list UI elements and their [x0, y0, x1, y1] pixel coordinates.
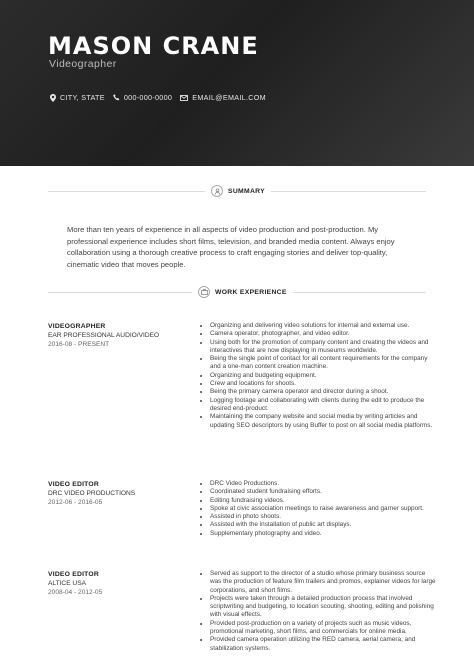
- job-company: DRC VIDEO PRODUCTIONS: [48, 490, 136, 497]
- job-responsibilities: [203, 570, 438, 653]
- resume-header: [0, 0, 474, 166]
- briefcase-icon: [198, 286, 210, 298]
- job-dates: 2008-04 - 2012-05: [48, 589, 103, 596]
- list-item: • Coordinated student fundraising efforts.: [210, 488, 438, 496]
- summary-section-header: [48, 184, 426, 198]
- job-title: VIDEO EDITOR: [48, 481, 99, 488]
- experience-section-header: [48, 285, 426, 299]
- mail-icon: [180, 95, 188, 101]
- location-text: CITY, STATE: [60, 93, 105, 102]
- list-item: • Supplementary photography and video.: [210, 530, 438, 538]
- job-dates: 2012-06 - 2016-05: [48, 499, 103, 506]
- job-title: VIDEOGRAPHER: [48, 323, 106, 330]
- list-item: • Provided post-production on a variety of projects such as music videos, promotional marketing, short films, and commercials for online media.: [210, 620, 438, 637]
- contact-email: [180, 93, 266, 102]
- candidate-name: MASON CRANE: [48, 32, 259, 60]
- job-company: EAR PROFESSIONAL AUDIO/VIDEO: [48, 332, 160, 339]
- list-item: • Logging footage and collaborating with clients during the edit to produce the desired end-product.: [210, 397, 438, 414]
- list-item: • Assisted in photo shoots.: [210, 513, 438, 521]
- list-item: • Assisted with the installation of public art displays.: [210, 521, 438, 529]
- list-item: • DRC Video Productions.: [210, 480, 438, 488]
- list-item: • Served as support to the director of a studio whose primary business source was the production of feature film trailers and promos, explainer videos for large corporations, and short films.: [210, 570, 438, 595]
- list-item: • Projects were taken through a detailed production process that involved scriptwriting and budgeting, to location scouting, shooting, editing and polishing with visual effects.: [210, 595, 438, 620]
- list-item: • Being the primary camera operator and director during a shoot.: [210, 388, 438, 396]
- list-item: • Camera operator, photographer, and video editor.: [210, 330, 438, 338]
- person-icon: [211, 185, 223, 197]
- contact-phone: [113, 93, 172, 102]
- list-item: • Maintaining the company website and social media by writing articles and updating SEO descriptors by using Buffer to post on all social media platforms.: [210, 413, 438, 430]
- job-title: VIDEO EDITOR: [48, 571, 99, 578]
- list-item: • Organizing and delivering video solutions for internal and external use.: [210, 322, 438, 330]
- contact-bar: [50, 93, 266, 102]
- list-item: • Using both for the promotion of company content and creating the videos and interactives that are now displaying in museums worldwide.: [210, 339, 438, 356]
- list-item: • Editing fundraising videos.: [210, 497, 438, 505]
- summary-heading: SUMMARY: [228, 187, 265, 195]
- location-pin-icon: [50, 94, 56, 102]
- email-text: EMAIL@EMAIL.COM: [192, 93, 266, 102]
- list-item: • Crew and locations for shoots.: [210, 380, 438, 388]
- experience-heading: WORK EXPERIENCE: [215, 288, 287, 296]
- job-dates: 2016-08 - PRESENT: [48, 341, 110, 348]
- list-item: • Provided camera operation utilizing the RED camera, aerial camera, and stabilization systems.: [210, 636, 438, 653]
- job-responsibilities: [203, 322, 438, 430]
- list-item: • Organizing and budgeting equipment.: [210, 372, 438, 380]
- list-item: • Being the single point of contact for all content requirements for the company and a one-man content creation machine.: [210, 355, 438, 372]
- phone-text: 000-000-0000: [123, 93, 173, 102]
- job-company: ALTICE USA: [48, 580, 86, 587]
- summary-text: More than ten years of experience in all aspects of video production and post-production. My professional experience includes short films, television, and branded media content. Always enjoy collaboration using a thorough creative process to craft engaging stories and deliver top-quality, cinematic video that moves people.: [67, 225, 395, 269]
- candidate-role: Videographer: [49, 58, 117, 70]
- phone-icon: [113, 94, 120, 101]
- job-responsibilities: [203, 480, 438, 538]
- contact-location: [50, 93, 105, 102]
- list-item: • Spoke at civic association meetings to raise awareness and garner support.: [210, 505, 438, 513]
